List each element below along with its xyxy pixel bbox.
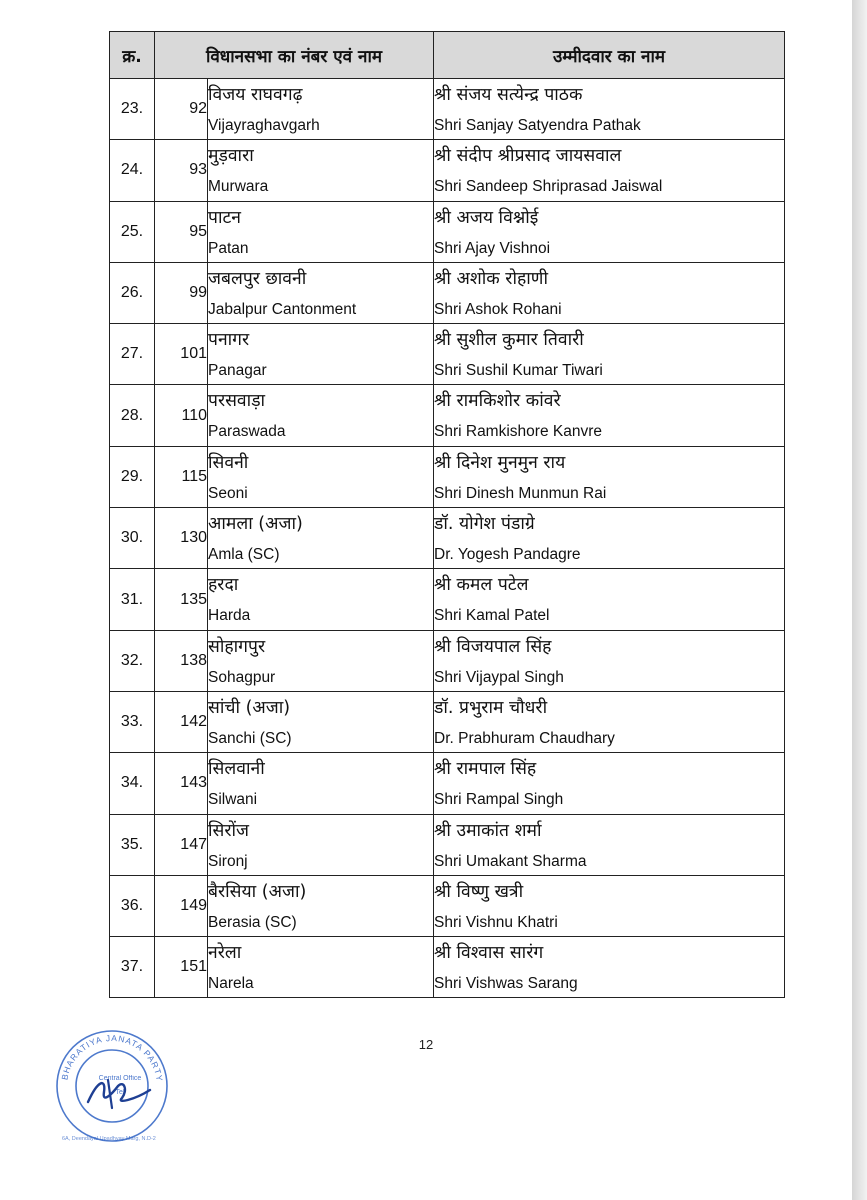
constituency-name-cell [208, 508, 434, 569]
constituency-number-cell: 130 [155, 508, 208, 569]
candidate-name-cell [434, 385, 785, 446]
serial-number-cell: 37. [110, 937, 155, 998]
constituency-name-english: Jabalpur Cantonment [208, 300, 357, 318]
candidate-name-english: Shri Vishwas Sarang [434, 975, 578, 993]
constituency-name-cell [208, 79, 434, 140]
candidate-name-english: Shri Vishnu Khatri [434, 913, 558, 931]
page-number: 12 [418, 1037, 434, 1052]
serial-number-cell: 36. [110, 875, 155, 936]
constituency-number-cell: 92 [155, 79, 208, 140]
candidate-name-cell [434, 875, 785, 936]
page-edge-shadow [852, 0, 867, 1200]
candidate-name-english: Shri Vijaypal Singh [434, 668, 564, 686]
serial-number-cell: 23. [110, 79, 155, 140]
constituency-name-cell [208, 324, 434, 385]
constituency-name-english: Panagar [208, 362, 267, 380]
constituency-name-cell [208, 385, 434, 446]
table-row [110, 753, 785, 814]
serial-number-cell: 33. [110, 691, 155, 752]
constituency-name-cell [208, 814, 434, 875]
constituency-name-english: Berasia (SC) [208, 913, 297, 931]
table-row [110, 937, 785, 998]
constituency-number-cell: 99 [155, 262, 208, 323]
header-candidate: उम्मीदवार का नाम [434, 32, 785, 79]
candidate-name-cell [434, 691, 785, 752]
constituency-number-cell: 151 [155, 937, 208, 998]
candidate-name-cell [434, 446, 785, 507]
constituency-name-hindi: आमला (अजा) [208, 514, 303, 535]
constituency-name-english: Sironj [208, 852, 248, 870]
candidate-name-cell [434, 79, 785, 140]
seal-text: BHARATIYA JANATA PARTY [59, 1032, 165, 1083]
table-row [110, 201, 785, 262]
candidate-name-english: Shri Umakant Sharma [434, 852, 587, 870]
candidate-name-hindi: श्री रामपाल सिंह [434, 759, 537, 780]
serial-number-cell: 25. [110, 201, 155, 262]
candidate-list-table [109, 31, 785, 998]
constituency-number-cell: 110 [155, 385, 208, 446]
serial-number-cell: 26. [110, 262, 155, 323]
candidate-name-cell [434, 201, 785, 262]
serial-number-cell: 34. [110, 753, 155, 814]
header-serial: क्र. [110, 32, 155, 79]
constituency-name-english: Murwara [208, 178, 269, 196]
candidate-name-cell [434, 569, 785, 630]
constituency-name-hindi: जबलपुर छावनी [208, 268, 307, 289]
candidate-name-english: Dr. Prabhuram Chaudhary [434, 729, 615, 747]
candidate-name-hindi: श्री विश्वास सारंग [434, 943, 544, 964]
table-row [110, 630, 785, 691]
candidate-name-english: Shri Sandeep Shriprasad Jaiswal [434, 178, 663, 196]
candidate-name-hindi: श्री दिनेश मुनमुन राय [434, 452, 566, 473]
table-row [110, 446, 785, 507]
constituency-number-cell: 115 [155, 446, 208, 507]
constituency-name-english: Paraswada [208, 423, 286, 441]
constituency-name-cell [208, 691, 434, 752]
constituency-number-cell: 142 [155, 691, 208, 752]
constituency-name-english: Seoni [208, 484, 248, 502]
candidate-name-hindi: श्री विजयपाल सिंह [434, 636, 552, 657]
constituency-name-hindi: सांची (अजा) [208, 697, 291, 718]
candidate-name-hindi: श्री अशोक रोहाणी [434, 268, 548, 289]
serial-number-cell: 29. [110, 446, 155, 507]
table-row [110, 508, 785, 569]
candidate-name-hindi: श्री सुशील कुमार तिवारी [434, 330, 584, 351]
candidate-name-hindi: श्री संजय सत्येन्द्र पाठक [434, 85, 583, 105]
constituency-name-hindi: सिलवानी [208, 759, 265, 780]
serial-number-cell: 35. [110, 814, 155, 875]
constituency-name-hindi: हरदा [208, 575, 239, 596]
constituency-name-english: Patan [208, 239, 249, 257]
constituency-name-hindi: सिवनी [208, 452, 249, 473]
serial-number-cell: 30. [110, 508, 155, 569]
table-row [110, 691, 785, 752]
constituency-name-english: Vijayraghavgarh [208, 117, 320, 134]
constituency-name-hindi: पाटन [208, 207, 242, 228]
constituency-name-cell [208, 446, 434, 507]
candidate-name-english: Dr. Yogesh Pandagre [434, 546, 581, 564]
serial-number-cell: 28. [110, 385, 155, 446]
constituency-name-english: Sohagpur [208, 668, 276, 686]
candidate-name-english: Shri Dinesh Munmun Rai [434, 484, 607, 502]
table-header-row [110, 32, 785, 79]
table-row [110, 79, 785, 140]
candidate-name-english: Shri Sanjay Satyendra Pathak [434, 117, 641, 134]
constituency-name-hindi: सिरोंज [208, 820, 250, 841]
candidate-name-hindi: श्री उमाकांत शर्मा [434, 820, 542, 841]
seal-address: 6A, Deendayal Upadhyay Marg, N.D-2 [62, 1136, 156, 1142]
constituency-name-hindi: विजय राघवगढ़ [208, 85, 303, 105]
constituency-name-cell [208, 201, 434, 262]
table-row [110, 875, 785, 936]
constituency-number-cell: 101 [155, 324, 208, 385]
candidate-name-cell [434, 753, 785, 814]
candidate-name-hindi: श्री अजय विश्नोई [434, 207, 539, 228]
table-row [110, 324, 785, 385]
constituency-name-cell [208, 569, 434, 630]
serial-number-cell: 31. [110, 569, 155, 630]
party-seal-stamp [54, 1028, 170, 1144]
table-row [110, 140, 785, 201]
candidate-name-cell [434, 324, 785, 385]
constituency-name-hindi: परसवाड़ा [208, 391, 266, 412]
constituency-number-cell: 147 [155, 814, 208, 875]
constituency-name-hindi: नरेला [208, 943, 242, 964]
candidate-name-hindi: डॉ. प्रभुराम चौधरी [434, 697, 548, 718]
candidate-name-hindi: श्री संदीप श्रीप्रसाद जायसवाल [434, 146, 622, 167]
candidate-name-cell [434, 937, 785, 998]
constituency-name-hindi: पनागर [208, 330, 250, 351]
constituency-number-cell: 149 [155, 875, 208, 936]
candidate-name-cell [434, 262, 785, 323]
constituency-name-cell [208, 875, 434, 936]
constituency-name-cell [208, 937, 434, 998]
table-row [110, 569, 785, 630]
seal-tel-label: Tel [115, 1089, 125, 1096]
candidate-name-english: Shri Sushil Kumar Tiwari [434, 362, 603, 380]
constituency-name-hindi: सोहागपुर [208, 636, 266, 657]
constituency-name-english: Narela [208, 975, 254, 993]
constituency-name-hindi: बैरसिया (अजा) [208, 881, 307, 902]
table-row [110, 385, 785, 446]
constituency-number-cell: 138 [155, 630, 208, 691]
constituency-name-cell [208, 262, 434, 323]
constituency-name-english: Sanchi (SC) [208, 729, 292, 747]
constituency-name-english: Harda [208, 607, 251, 625]
serial-number-cell: 24. [110, 140, 155, 201]
constituency-name-english: Amla (SC) [208, 546, 280, 564]
candidate-name-hindi: डॉ. योगेश पंडाग्रे [434, 514, 535, 535]
constituency-name-cell [208, 630, 434, 691]
constituency-name-cell [208, 753, 434, 814]
constituency-number-cell: 93 [155, 140, 208, 201]
candidate-name-cell [434, 814, 785, 875]
constituency-number-cell: 95 [155, 201, 208, 262]
constituency-name-cell [208, 140, 434, 201]
candidate-name-english: Shri Rampal Singh [434, 791, 564, 809]
candidate-name-hindi: श्री कमल पटेल [434, 575, 529, 596]
serial-number-cell: 27. [110, 324, 155, 385]
candidate-name-english: Shri Ramkishore Kanvre [434, 423, 602, 441]
table-row [110, 262, 785, 323]
candidate-name-hindi: श्री विष्णु खत्री [434, 881, 524, 902]
candidate-name-cell [434, 630, 785, 691]
serial-number-cell: 32. [110, 630, 155, 691]
header-constituency: विधानसभा का नंबर एवं नाम [155, 32, 434, 79]
candidate-name-cell [434, 508, 785, 569]
constituency-number-cell: 143 [155, 753, 208, 814]
candidate-name-english: Shri Ajay Vishnoi [434, 239, 551, 257]
candidate-name-english: Shri Ashok Rohani [434, 300, 562, 318]
constituency-number-cell: 135 [155, 569, 208, 630]
candidate-name-cell [434, 140, 785, 201]
seal-office-label: Central Office [98, 1075, 142, 1082]
candidate-name-hindi: श्री रामकिशोर कांवरे [434, 391, 561, 412]
constituency-name-hindi: मुड़वारा [208, 146, 254, 167]
table-row [110, 814, 785, 875]
candidate-name-english: Shri Kamal Patel [434, 607, 550, 625]
constituency-name-english: Silwani [208, 791, 258, 809]
